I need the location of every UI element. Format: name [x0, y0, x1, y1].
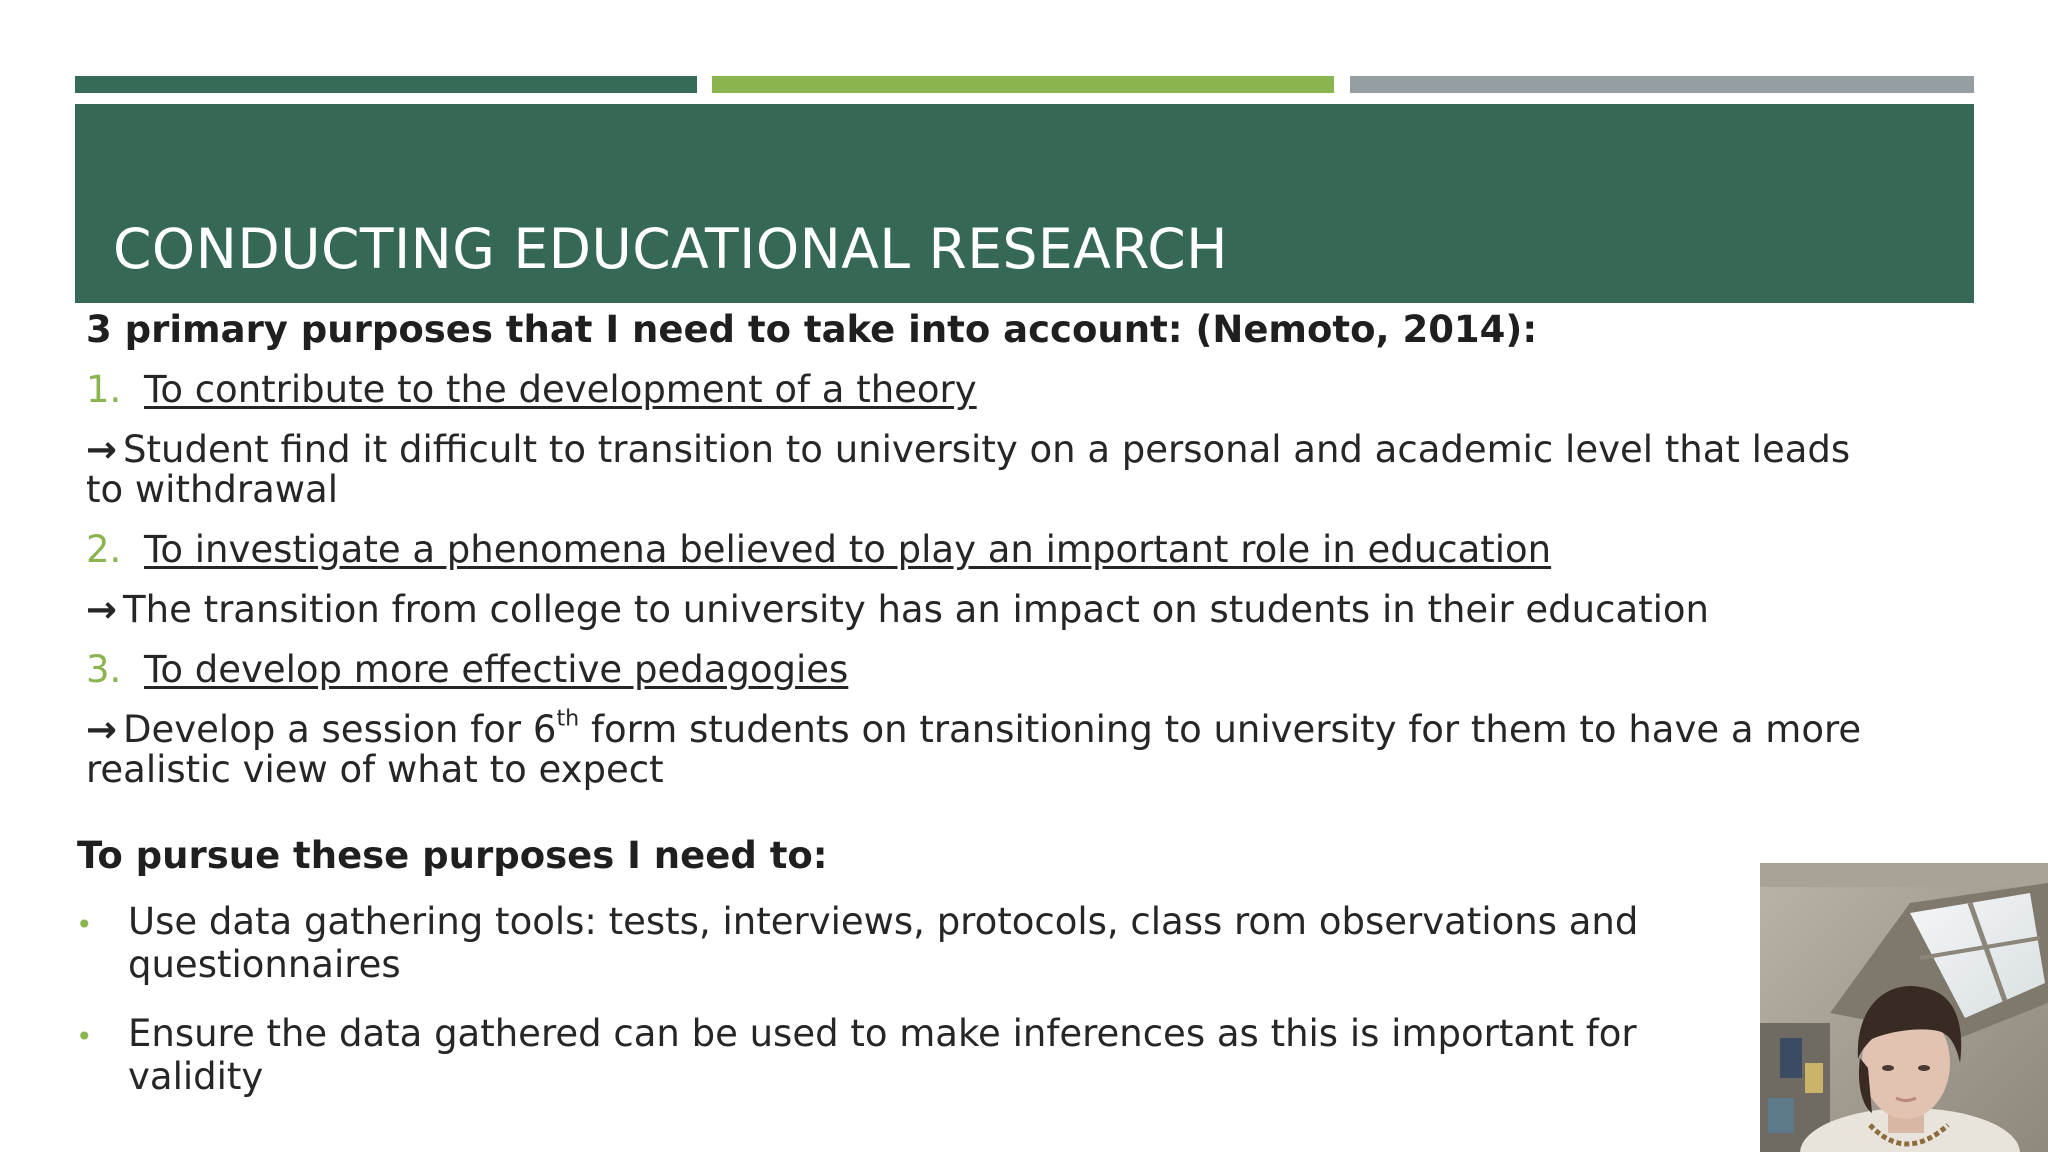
purpose-3-detail	[86, 705, 1876, 791]
purpose-detail-text-start: Develop a session for 6	[123, 707, 557, 751]
ordinal-suffix: th	[556, 705, 580, 732]
right-arrow-icon: →	[86, 707, 118, 751]
purpose-3	[86, 647, 1876, 691]
webcam-presenter-video	[1760, 863, 2048, 1152]
purpose-number: 1.	[86, 367, 122, 411]
purpose-heading: To investigate a phenomena believed to play an important role in education	[144, 527, 1552, 571]
purpose-1	[86, 367, 1876, 411]
pursue-bullet-list	[76, 900, 1756, 1124]
intro-heading: 3 primary purposes that I need to take into account: (Nemoto, 2014):	[86, 308, 1538, 351]
title-band	[75, 104, 1974, 303]
purpose-2	[86, 527, 1876, 571]
purpose-number: 2.	[86, 527, 122, 571]
bullet-dot-icon: •	[76, 1020, 93, 1053]
bullet-item	[76, 1012, 1756, 1098]
purpose-detail-text: The transition from college to university has an impact on students in their education	[123, 587, 1710, 631]
pursue-heading: To pursue these purposes I need to:	[77, 834, 828, 877]
bullet-dot-icon: •	[76, 908, 93, 941]
purpose-number: 3.	[86, 647, 122, 691]
accent-bar-light-green	[712, 76, 1334, 93]
bullet-text: Use data gathering tools: tests, interviews, protocols, class rom observations and questionnaires	[128, 900, 1639, 986]
purpose-heading: To contribute to the development of a theory	[144, 367, 977, 411]
right-arrow-icon: →	[86, 427, 118, 471]
right-arrow-icon: →	[86, 587, 118, 631]
purpose-detail-text: Student find it difficult to transition to university on a personal and academic level that leads to withdrawal	[86, 427, 1851, 511]
slide-content	[86, 310, 1876, 810]
purpose-2-detail	[86, 587, 1876, 631]
slide-title: CONDUCTING EDUCATIONAL RESEARCH	[113, 217, 1229, 281]
webcam-presenter-icon	[1760, 863, 2048, 1152]
bullet-item	[76, 900, 1756, 986]
accent-bar-gray	[1350, 76, 1974, 93]
accent-bar-dark-green	[75, 76, 697, 93]
purpose-1-detail	[86, 427, 1876, 511]
bullet-text: Ensure the data gathered can be used to make inferences as this is important for validity	[128, 1012, 1637, 1098]
purpose-detail-text-end: form students on transitioning to university for them to have a more realistic view of what to expect	[86, 707, 1862, 791]
purpose-heading: To develop more effective pedagogies	[144, 647, 849, 691]
